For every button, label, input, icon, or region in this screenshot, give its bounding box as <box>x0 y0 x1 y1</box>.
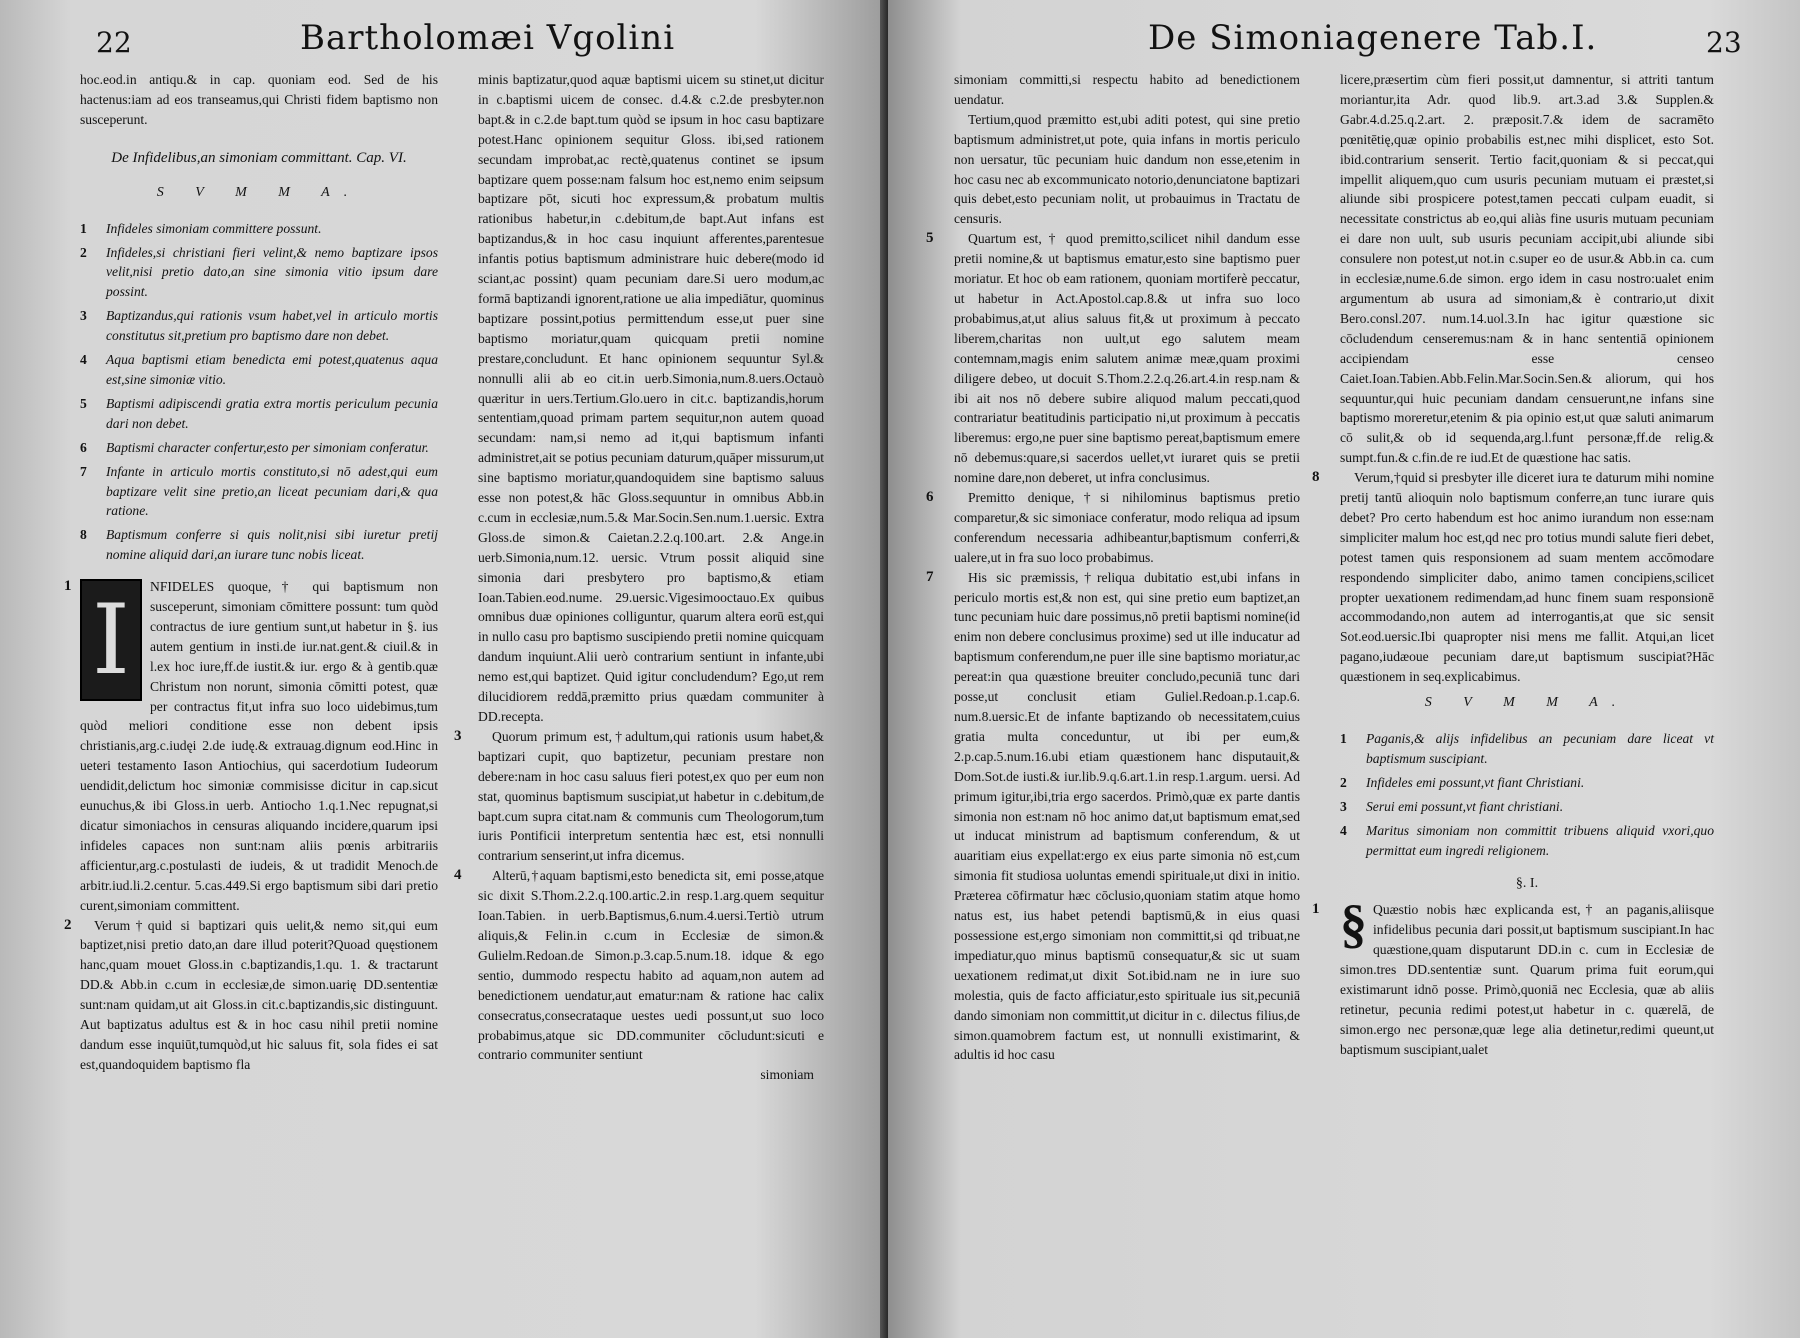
summary-item <box>1340 773 1714 793</box>
summary-item <box>80 462 438 522</box>
summary-item-number: 6 <box>80 439 87 455</box>
summary-item-number: 8 <box>80 527 87 543</box>
paragraph-8 <box>1312 468 1714 687</box>
paragraph-3 <box>454 727 824 866</box>
paragraph-9 <box>1312 894 1714 1059</box>
summary-item-number: 2 <box>1340 774 1347 790</box>
summary-item <box>80 525 438 565</box>
margin-number: 4 <box>454 867 462 884</box>
paragraph-text: Quartum est, † quod premitto,scilicet nihil dandum esse pretii nomine,& ut baptismus ematur,esto sine baptismo puer moriatur. Et hoc ob eam rationem, quoniam mortiferè peccatur, ut habetur in Act.Apostol.cap.8.& ut infra suo loco probabimus,at,ut alius saluus fit,& ut proximum à peccato liberem,charitas non uult,ut ego salutem meam contemnam,magis enim salutem animæ meæ,quam proximi diligere debeo, ut docuit S.Thom.2.2.q.26.art.4.in resp.nam & ibi ait nos nō debere subire aliquod malum peccati,quod contrariatur beatitudinis participatio ni,ut proximum à peccatis liberemus: ergo,ne puer sine baptismo pereat,baptismum emere nō debemus:quare,si sacerdos uellet,vt iuraret quis se pretii nomine dare,non deberet, ut infra conclusimus. <box>954 231 1300 486</box>
paragraph-text: Quorum primum est,†adultum,qui rationis usum habet,& baptizari cupit, quo baptizetur, pecuniam prestare non debere:nam in hoc casu saluus fieri potest,ex quo per eum non stat, quominus baptismum suscipiat,ut habetur in c.debitum,de bapt.cum supra citat.nam & communis cum Theologorum,tum iuris Pontificii interpretum sententia hæc est, etsi nonnulli contrarium senserint,ut infra dicemus. <box>478 728 824 864</box>
paragraph-text: Premitto denique,†si nihilominus baptismus pretio comparetur,& sic simoniace conferatur, modo reliqua ad ipsum conferendum necessaria adhibeantur,baptismum conferri,& ualere,ut in fra suo loco probabimus. <box>954 490 1300 565</box>
paragraph-text: NFIDELES quoque,† qui baptismum non susceperunt, simoniam cōmittere possunt: tum quòd contractus de iure gentium sunt,ut habetur in §. ius autem gentium in insti.de iur.nat.gent.& ciuil.& in l.ex hoc iure,ff.de iustit.& iur. ergo & à gentib.quæ Christum non norunt, simonia cōmitti potest, quæ per contractus fit,ut infra suo loco uidebimus,tum quòd meliori conditione esse non debent ipsis christianis,arg.c.iudęi 2.de iudę.& extrauag.dignum eod.Hinc in ueteri testamento Iason Antiochius, qui sacerdotium Iudeorum uendidit,delictum hoc simoniæ commisisse dicitur in cap.sicut eunuchus,& ibi Gloss.in uerb. Antiocho 1.q.1.Nec repugnat,si dicatur simoniachos in censuras aliquando incidere,quarum ipsi infideles capaces non sunt:nam aliis pœnis arbitrariis afficientur,arg.c.postulasti de iudeis, & ut tradidit Menoch.de arbitr.iud.li.2.centur. 5.cas.449.Si ergo baptismum sibi dari pretio curent,simoniam committent. <box>80 579 438 913</box>
summary-item-number: 3 <box>80 308 87 324</box>
summary-item-text: Baptismi adipiscendi gratia extra mortis periculum pecunia dari non debet. <box>106 395 438 431</box>
column-1 <box>64 70 438 1325</box>
summary-item <box>80 438 438 458</box>
summary-item-number: 7 <box>80 463 87 479</box>
page-number-right: 23 <box>1706 26 1742 59</box>
summary-item <box>80 243 438 303</box>
summary-item-text: Baptismum conferre si quis nolit,nisi sibi iuretur pretij nomine aliquid dari,an iurare tunc nobis liceat. <box>106 527 438 563</box>
margin-number: 5 <box>926 230 934 247</box>
summary-item <box>80 394 438 434</box>
summary-item-text: Infante in articulo mortis constituto,si nō adest,qui eum baptizare velit sine pretio,an liceat pecuniam dari,& qua ratione. <box>106 463 438 519</box>
margin-number: 6 <box>926 489 934 506</box>
summary-item-number: 1 <box>1340 731 1347 746</box>
summary-item-number: 5 <box>80 395 87 411</box>
summa-heading: S V M M A. <box>1424 695 1630 711</box>
right-page <box>888 0 1800 1338</box>
summary-item <box>80 350 438 390</box>
paragraph-1 <box>64 577 438 915</box>
section-sign-initial: § <box>1340 894 1367 955</box>
summary-item-number: 2 <box>80 244 87 260</box>
running-head-right: De Simoniagenere Tab.I. <box>1148 18 1598 58</box>
summary-item-text: Paganis,& alijs infidelibus an pecuniam dare liceat vt baptismum suscipiant. <box>1366 731 1714 766</box>
margin-number: 1 <box>1312 901 1320 918</box>
paragraph-5 <box>926 229 1300 488</box>
summary-item-number: 1 <box>80 220 87 236</box>
summary-item-text: Baptizandus,qui rationis vsum habet,vel in articulo mortis constitutus sit,pretium pro baptismo dare non debet. <box>106 308 438 344</box>
paragraph-6 <box>926 488 1300 568</box>
margin-number: 8 <box>1312 469 1320 486</box>
paragraph-text: simoniam committi,si respectu habito ad benedictionem uendatur. <box>954 72 1300 107</box>
summary-item-text: Infideles,si christiani fieri velint,& nemo baptizare ipsos velit,nisi pretio dato,an sine simonia vitio ipsum dare possint. <box>106 244 438 300</box>
summa-heading: S V M M A. <box>156 184 362 200</box>
margin-number: 2 <box>64 916 72 933</box>
margin-number: 1 <box>64 578 72 595</box>
paragraph-text: Tertium,quod præmitto est,ubi aditi potest, qui sine pretio baptismum administret,ut pote, quia infans in mortis periculo non uersatur, tūc pecuniam huic dandum non esse,etenim in hoc casu nec ab excommunicato notorio,denunciatone baptizari quis debet,esto pecuniam nolit, ut probauimus in Tractatu de censuris. <box>954 111 1300 227</box>
left-page <box>0 0 888 1338</box>
summary-item-text: Serui emi possunt,vt fiant christiani. <box>1366 798 1564 814</box>
summary-item-text: Baptismi character confertur,esto per simoniam conferatur. <box>106 439 429 455</box>
paragraph-text: Verum†quid si baptizari quis uelit,& nemo sit,qui eum baptizet,nisi pretio dato,an dare illud poterit?Quoad quęstionem hanc,quam mouet Gloss.in c.baptizandis,1.qu. 1. & tractarunt DD.& Abb.in c.cum in ecclesiæ,de simon.uarię DD.sententiæ sunt:nam quidam,ut ait Gloss.in cit.c.baptizandis,sic distinguunt. Aut baptizatus adultus est & in hoc casu nihil pretii nomine dandum esse inquiūt,tumquòd,ut hic saluus fit, sola fides ei sat est,quandoquidem baptismo fla <box>80 917 438 1072</box>
column-2 <box>454 70 824 1325</box>
paragraph-4 <box>454 866 824 1065</box>
paragraph-7 <box>926 568 1300 1066</box>
summary-item <box>1340 821 1714 861</box>
section-title: De Infidelibus,an simoniam committant. Cap. VI. <box>111 149 407 166</box>
summary-item <box>80 219 438 239</box>
col1-intro: hoc.eod.in antiqu.& in cap. quoniam eod. Sed de his hactenus:iam ad eos transeamus,qui Christi fidem baptismo non susceperunt. <box>80 72 438 127</box>
summary-item-text: Aqua baptismi etiam benedicta emi potest,quatenus aqua est,sine simoniæ vitio. <box>106 352 438 387</box>
page-number-left: 22 <box>96 26 132 59</box>
summary-item <box>1340 729 1714 769</box>
summary-item <box>1340 797 1714 817</box>
paragraph-text: Quæstio nobis hæc explicanda est,† an paganis,aliisque infidelibus pecunia dari possit,ut baptismum suscipiant.In hac quæstione,quam disputarunt DD.in c. cum in Ecclesiæ de simon.tres DD.sententiæ sunt. Quarum prima fuit eorum,qui existimarunt idnō posse. Primò,quoniā nec Ecclesia, quæ ab aliis retinetur, pecunia redimi potest,ut habetur in c. quærelā, de simon.ergo nec personæ,quæ lege alia detinetur,redimi queunt,ut baptismum suscipiant,ualet <box>1340 902 1714 1057</box>
summary-item-text: Maritus simoniam non committit tribuens aliquid vxori,quo permittat eum ingredi religionem. <box>1366 822 1714 858</box>
summary-list <box>80 219 438 566</box>
dropcap-initial: I <box>80 579 142 701</box>
paragraph-2 <box>64 916 438 1075</box>
running-head-left: Bartholomæi Vgolini <box>300 18 676 58</box>
section-marker: §. I. <box>1515 876 1539 892</box>
summary-item-text: Infideles emi possunt,vt fiant Christiani. <box>1366 774 1585 790</box>
catchword: simoniam <box>760 1067 814 1083</box>
summary-item-number: 3 <box>1340 798 1347 814</box>
paragraph-text: Verum,†quid si presbyter ille diceret iura te daturum mihi nomine pretij tantū alioquin nolo baptismum conferre,an tunc iurare quis debet? Pro certo habendum est hoc animo iurandum non esse:nam simpliciter malum hoc est,qd nec pro totius mundi salute fieri debet, potest tamen quis responsionem ad suam mentem accōmodare respondendo simpliciter dabo, animo tamen concipiens,scilicet propter uexationem redimendam,ad hunc finem suam responsionē accommodando,non autem ad interrogantis,at que sic sensit Sot.eod.uersic.Ibi quapropter nisi mens me fallit. Atqui,an licet pagano,iudæoue pecuniam dare,ut baptismum suscipiat?Hāc quæstionem in seq.explicabimus. <box>1340 470 1714 685</box>
paragraph-text: His sic præmissis,†reliqua dubitatio est,ubi infans in periculo mortis est,& non est, qui sine pretio eum baptizet,an tunc pecuniam huic dare possimus,nō pretii baptismi nomine(id enim non debere conclusimus proxime) sed ut ille inducatur ad baptismum conferendum,ne puer ille sine baptismo moriatur,ac pereat:in qua quæstione breuiter concludo,pecuniā tunc dari posse,ut conclusit etiam Guliel.Redoan.p.1.cap.6. num.8.uersic.Et de infante baptizando ob necessitatem,cuius gratia multa conceduntur, ut ibi per eum,& 2.p.cap.5.num.16.ubi etiam quæstionem hanc disputauit,& Dom.Sot.de iusti.& iur.lib.9.q.6.art.1.in resp.1.argum. uersi. Ad primum igitur,ibi,tria ergo sacerdos. Primò,quæ ex parte dantis simonia non est:nam nō hoc animo dat,ut baptismum emat,sed ut inducat ministrum ad baptismum conferendum, & ut auaritiam eius expellat:ergo ex eius parte simonia nō est,cum simonia fit studiosa uoluntas emendi spirituale,ut dixi in initio. Præterea cōfirmatur hæc cōclusio,quoniam statim atque homo natus est, ius habet petendi baptismū,& in eius quasi possessione est,ergo simoniam non committit,si qd tribuat,ne impediatur,quo minus baptismū consequatur,& sic ut suam uexationem redimat,ut dixit Sot.ibid.nam ne in iure suo molestia, quis de facto afficiatur,esto spirituale ius sit,pecuniā dando simoniam non committit,ut dicitur in c. dilectus filius,de simon.quamobrem factum est, ut nonnulli existimarint, & adultis id hoc casu <box>954 569 1300 1063</box>
summary-item <box>80 306 438 346</box>
margin-number: 3 <box>454 727 462 744</box>
summary-item-number: 4 <box>80 352 87 368</box>
column-3 <box>926 70 1300 1325</box>
paragraph-text: Alterū,†aquam baptismi,esto benedicta sit, emi posse,atque sic dixit S.Thom.2.2.q.100.artic.2.in resp.1.arg.quem sequitur Ioan.Tabien. in uerb.Baptismus,6.num.4.uersi.Tertiò utrum aliquis,& Felin.in c.cum in Ecclesiæ de simon.& Gulielm.Redoan.de Simon.p.3.cap.5.num.18. idque & ego sentio, dummodo respectu habito ad aquam,non autem ad benedictionem uendatur,aut ematur:nam & ratione hac calix consecratus,consecrataque uestes uedi possunt,ut suo loco probabimus,atque sic DD.communiter cōcludunt:sicuti e contrario communiter sentiunt <box>478 868 824 1063</box>
paragraph-text: licere,præsertim cùm fieri possit,ut damnentur, si attriti tantum moriantur,ita Adr. quod lib.9. art.3.ad 3.& Supplen.& Gabr.4.d.25.q.2.art. 2. præposit.7.& idem de sacramēto pœnitētię,quæ opinio probabilis est,nec mihi displicet, esto Sot. ibid.contrarium senserit. Tertio facit,quoniam & si peccat,qui impellit aliquem,quo cum usuris pecuniam mutuam ei præstet,si aliunde sibi prospicere potest,tamen peccati culpam euadit, si necessitate constrictus ab eo,qui aliàs fine usuris mutuam pecuniam ei dare non uult, sub usuris pecuniam accipit,ubi aliunde sibi consulere non potest,ut not.in c.super eo de usur.& Abb.in ca. cum in ecclesiæ,nume.6.de simon. ergo idem in casu nostro:ualet enim argumentum ab usura ad simoniam,& è contrario,ut dixit Bero.consl.207. num.14.uol.3.In hac igitur quæstione sic cōcludendum censeremus:nam & in hanc sententiā opinionem accipiendam esse censeo Caiet.Ioan.Tabien.Abb.Felin.Mar.Socin.Sen.& aliorum, qui hos sequuntur,qui huic pecuniam dandam censuerunt,ne infans sine baptismo moreretur,etenim & pia opinio est,ut quæ saluti animarum cō sulit,& ob id sequenda,arg.l.funt personæ,ff.de relig.& sumpt.fun.& c.fin.de re iud.Et de quæstione hac satis. <box>1340 72 1714 466</box>
column-4 <box>1312 70 1714 1325</box>
paragraph-text: minis baptizatur,quod aquæ baptismi uicem su stinet,ut dicitur in c.baptismi uicem de consec. d.4.& c.2.de presbyter.non bapt.& in c.2.de bapt.tum quòd se ipsum in hoc casu baptizare potest.Hanc opinionem sequitur Gloss. ibi,sed rationem secundam improbat,ac rectè,quatenus continet se ipsum baptizare quem posse:nam falsum hoc est,nemo enim seipsum baptizare pōt, sicuti hoc expressum,& probatum multis rationibus habetur,in c.debitum,de bapt.Aut infans est baptizandus,& in hoc casu inquiunt afferentes,parentesue infantis potius baptismum administrare huic debere(modo id sciant,ac possint) quam pecuniam dare.Si uero modum,ac formā baptizandi ignorent,ratione ue alia impediātur, quominus baptizare possint,potius permittendum esse,ut puer sine baptismo moriatur,quam quicquam pretii nomine prestare,concludunt. Et hanc opinionem sequuntur Syl.& nonnulli alii ab eo cit.in uerb.Simonia,num.8.uers.Octauò quæritur in uers.Tertium.Glo.uero in cit.c. baptizandis,horum sententiam,quoad primam partem sequitur,non autem quoad secundam: nam,si nemo ad it,qui baptismum infanti administret,ait se potius pecuniam daturum,quāper missurum,ut sine baptismo moriatur,quandoquidem sine baptismo saluus esse non potest,& hāc Gloss.sequuntur in omnibus Abb.in c.cum in ecclesiæ,num.5.& Mar.Socin.Sen.num.1.uersic. Extra Gloss.de simon.& Caietan.2.2.q.100.art. 2.& Ange.in uerb.Simonia,num.12. uersic. Vtrum possit aliquid sine simonia dari presbytero pro baptismo,& etiam Ioan.Tabien.eod.nume. 29.uersic.Vigesimooctauo.Ex quibus omnibus duæ opiniones colliguntur, quarum altera eorū est,qui in nullo casu pro baptismo suscipiendo pretii nomine quicquam dandum inquiunt.Alii uerò contrarium sentiunt in infante,ubi nemo est,qui baptizet. Quid igitur concludendum? Ego,ut rem dilucidiorem reddā,præmitto prius quædam communiter à DD.recepta. <box>478 72 824 724</box>
summary-list <box>1340 729 1714 860</box>
margin-number: 7 <box>926 568 934 585</box>
summary-item-number: 4 <box>1340 822 1347 838</box>
summary-item-text: Infideles simoniam committere possunt. <box>106 220 322 236</box>
